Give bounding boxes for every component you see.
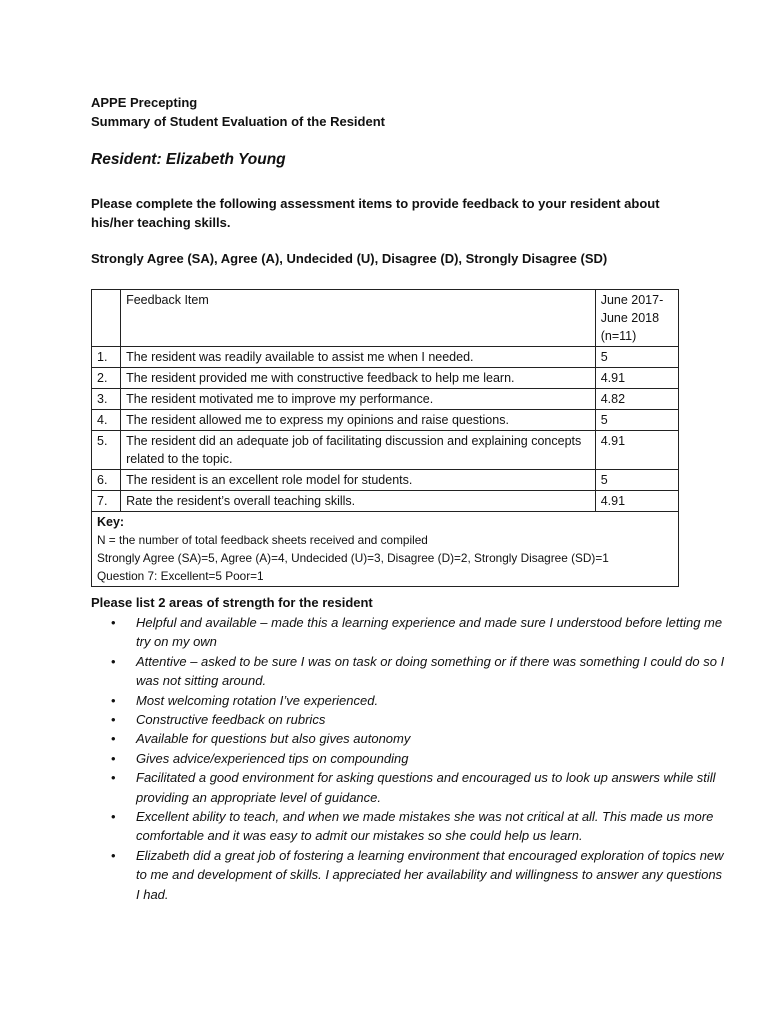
row-item: The resident allowed me to express my opinions and raise questions. — [121, 410, 596, 431]
header-period-cell — [595, 290, 678, 347]
table-row — [92, 368, 679, 389]
list-item: • Facilitated a good environment for asking questions and encouraged us to look up answers while still providing an appropriate level of guidance. — [136, 768, 726, 807]
row-score: 4.91 — [595, 368, 678, 389]
document-header — [91, 93, 385, 131]
row-score: 5 — [595, 470, 678, 491]
period-line: June 2018 — [600, 311, 660, 325]
list-item: • Gives advice/experienced tips on compounding — [136, 749, 726, 768]
header-num-cell — [92, 290, 121, 347]
table-header-row — [92, 290, 679, 347]
row-score: 5 — [595, 410, 678, 431]
resident-name: Resident: Elizabeth Young — [91, 151, 286, 168]
header-item-cell: Feedback Item — [121, 290, 596, 347]
key-cell — [92, 512, 679, 587]
row-score: 4.82 — [595, 389, 678, 410]
row-number: 2. — [92, 368, 121, 389]
instructions-text: Please complete the following assessment items to provide feedback to your resident about his/her teaching skills. — [91, 196, 660, 230]
period-line: June 2017- — [600, 293, 664, 307]
table-row — [92, 389, 679, 410]
strengths-heading: Please list 2 areas of strength for the resident — [91, 595, 373, 610]
table-row — [92, 431, 679, 470]
list-item: • Constructive feedback on rubrics — [136, 710, 726, 729]
table-row — [92, 410, 679, 431]
table-row — [92, 491, 679, 512]
header-title: APPE Precepting — [91, 95, 198, 110]
row-number: 6. — [92, 470, 121, 491]
key-title: Key: — [97, 515, 125, 529]
list-item: • Attentive – asked to be sure I was on task or doing something or if there was something I could do so I was not sitting around. — [136, 652, 726, 691]
list-item: • Most welcoming rotation I’ve experienced. — [136, 691, 726, 710]
rating-scale-text: Strongly Agree (SA), Agree (A), Undecided (U), Disagree (D), Strongly Disagree (SD) — [91, 251, 608, 266]
row-item: The resident did an adequate job of facilitating discussion and explaining concepts related to the topic. — [121, 431, 596, 470]
row-item: Rate the resident’s overall teaching skills. — [121, 491, 596, 512]
list-item: • Available for questions but also gives autonomy — [136, 729, 726, 748]
row-item: The resident is an excellent role model for students. — [121, 470, 596, 491]
strengths-list — [91, 613, 726, 904]
row-score: 4.91 — [595, 431, 678, 470]
row-number: 3. — [92, 389, 121, 410]
key-line: Question 7: Excellent=5 Poor=1 — [97, 569, 264, 583]
row-score: 5 — [595, 347, 678, 368]
row-number: 1. — [92, 347, 121, 368]
header-subtitle: Summary of Student Evaluation of the Resident — [91, 114, 385, 129]
row-number: 4. — [92, 410, 121, 431]
list-item: • Excellent ability to teach, and when we made mistakes she was not critical at all. This made us more comfortable and it was easy to admit our mistakes so she could help us learn. — [136, 807, 726, 846]
row-item: The resident provided me with constructive feedback to help me learn. — [121, 368, 596, 389]
row-item: The resident motivated me to improve my performance. — [121, 389, 596, 410]
table-row — [92, 347, 679, 368]
row-score: 4.91 — [595, 491, 678, 512]
table-key-row — [92, 512, 679, 587]
table-row — [92, 470, 679, 491]
row-item: The resident was readily available to assist me when I needed. — [121, 347, 596, 368]
row-number: 5. — [92, 431, 121, 470]
list-item: • Helpful and available – made this a learning experience and made sure I understood before letting me try on my own — [136, 613, 726, 652]
key-line: Strongly Agree (SA)=5, Agree (A)=4, Undecided (U)=3, Disagree (D)=2, Strongly Disagree (SD)=1 — [97, 551, 609, 565]
list-item: • Elizabeth did a great job of fostering a learning environment that encouraged exploration of topics new to me and development of skills. I appreciated her availability and willingness to answer any questions I had. — [136, 846, 726, 904]
feedback-table — [91, 289, 679, 587]
key-line: N = the number of total feedback sheets received and compiled — [97, 533, 428, 547]
sample-size: (n=11) — [600, 329, 637, 343]
row-number: 7. — [92, 491, 121, 512]
